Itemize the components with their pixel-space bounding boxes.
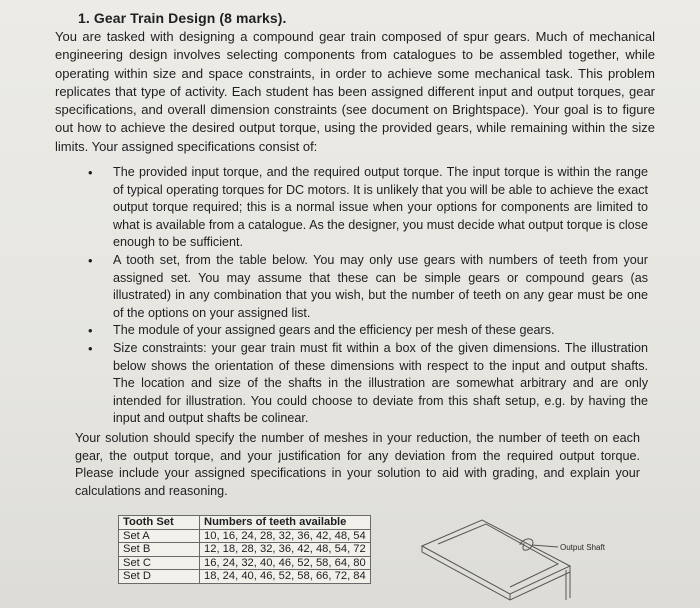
- table-row: [119, 543, 371, 557]
- bullet-dot: •: [88, 165, 93, 180]
- table-row: [119, 529, 371, 543]
- table-header-cell: Tooth Set: [119, 516, 200, 530]
- bullet-dot: •: [88, 323, 93, 339]
- bullet-text: The provided input torque, and the required output torque. The input torque is within the range of typical operating torques for DC motors. It is unlikely that you will be able to achieve the exact output torque required; this is a normal issue when your options for components are limited to what is available from a catalogue. As the designer, you must decide what output torque is close enough to be sufficient.: [113, 165, 648, 250]
- bullet-torque: [88, 164, 648, 252]
- set-name-cell: Set B: [119, 543, 200, 557]
- teeth-cell: 12, 18, 28, 32, 36, 42, 48, 54, 72: [200, 543, 371, 557]
- table-row: [119, 556, 371, 570]
- teeth-cell: 10, 16, 24, 28, 32, 36, 42, 48, 54: [200, 529, 371, 543]
- bullet-dot: •: [88, 340, 93, 356]
- intro-paragraph: You are tasked with designing a compound gear train composed of spur gears. Much of mechanical engineering design involves selecting components from catalogues to be assembled together, while operating within size and space constraints, in order to achieve some mechanical task. This problem replicates that type of activity. Each student has been assigned different input and output torques, gear specifications, and overall dimension constraints (see document on Brightspace). Your goal is to figure out how to achieve the desired output torque, using the provided gears, while remaining within the size limits. Your assigned specifications consist of:: [55, 29, 655, 154]
- table-row: [119, 570, 371, 584]
- question-title: 1. Gear Train Design (8 marks).: [78, 10, 287, 26]
- specification-list: [88, 164, 648, 428]
- bullet-text: A tooth set, from the table below. You may only use gears with numbers of teeth from your assigned set. You may assume that these can be simple gears or compound gears (as illustrated) in any combination that you wish, but the number of teeth on any gear must be one of the options on your assigned list.: [113, 252, 648, 320]
- tooth-set-table: [118, 515, 371, 584]
- bullet-text: Size constraints: your gear train must fit within a box of the given dimensions. The illustration below shows the orientation of these dimensions with respect to the input and output shafts. The location and size of the shafts in the illustration are somewhat arbitrary and are only intended for illustration. You could choose to deviate from this shaft setup, e.g. by having the input and output shafts be colinear.: [113, 340, 648, 426]
- teeth-cell: 16, 24, 32, 40, 46, 52, 58, 64, 80: [200, 556, 371, 570]
- output-shaft-leader: [532, 545, 558, 547]
- teeth-cell: 18, 24, 40, 46, 52, 58, 66, 72, 84: [200, 570, 371, 584]
- set-name-cell: Set D: [119, 570, 200, 584]
- set-name-cell: Set A: [119, 529, 200, 543]
- bullet-text: The module of your assigned gears and the efficiency per mesh of these gears.: [113, 323, 555, 338]
- set-name-cell: Set C: [119, 556, 200, 570]
- summary-paragraph: Your solution should specify the number of meshes in your reduction, the number of teeth on each gear, the output torque, and your justification for any deviation from the required output torque. Please include your assigned specifications in your solution to aid with grading, and explain your calculations and reasoning.: [75, 431, 640, 498]
- table-header-row: [119, 516, 371, 530]
- gear-box-illustration: [420, 508, 650, 608]
- bullet-tooth-set: [88, 252, 648, 322]
- bullet-dot: •: [88, 252, 93, 268]
- table-header-cell: Numbers of teeth available: [200, 516, 371, 530]
- output-shaft-label: Output Shaft: [560, 543, 605, 552]
- bullet-size-constraints: [88, 340, 648, 428]
- bullet-module: [88, 322, 648, 340]
- box-inner-ridge: [438, 524, 558, 587]
